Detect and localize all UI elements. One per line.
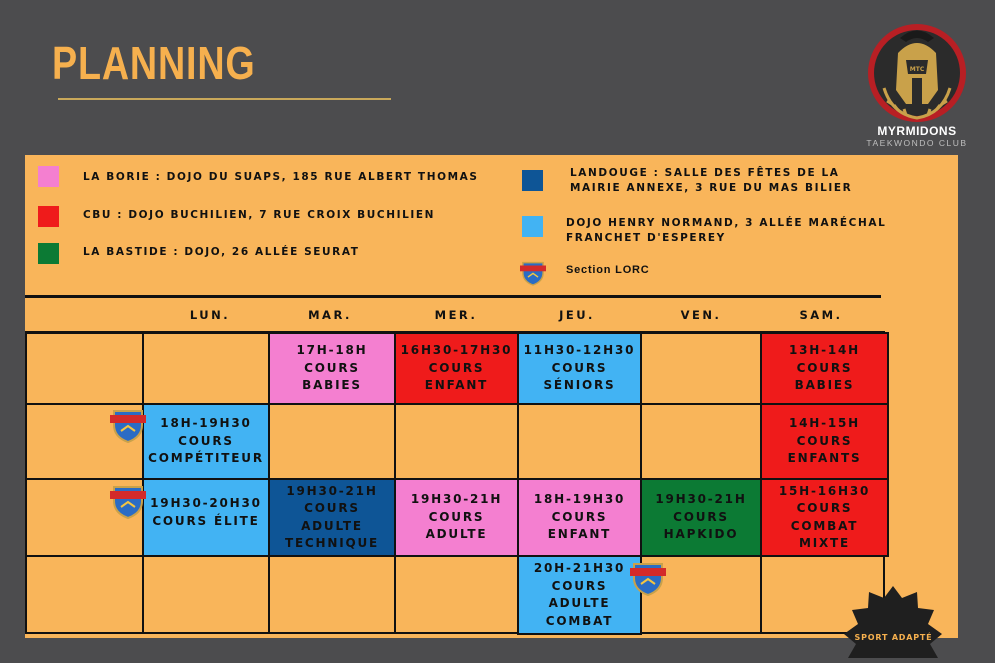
planning-panel <box>25 155 958 638</box>
legend-item-la-bastide <box>38 243 360 264</box>
class-label: 20H-21H30 COURS ADULTE COMBAT <box>533 561 626 628</box>
legend-swatch <box>38 206 59 227</box>
lorc-badge-icon <box>630 558 666 596</box>
grid-cell <box>640 403 762 480</box>
svg-text:MTC: MTC <box>909 66 925 73</box>
sport-adapte-badge-icon <box>838 582 948 663</box>
class-cell[interactable] <box>268 478 396 557</box>
class-cell[interactable] <box>517 332 642 405</box>
class-label: 19H30-21H COURS ADULTE <box>410 492 503 542</box>
sport-adapte-label: SPORT ADAPTÉ <box>854 633 933 642</box>
legend-text: LANDOUGE : SALLE DES FÊTES DE LA MAIRIE ANNEXE, 3 RUE DU MAS BILIER <box>570 167 853 194</box>
class-cell[interactable] <box>760 332 889 405</box>
legend-item-landouge <box>522 166 852 196</box>
legend-text: LA BORIE : DOJO DU SUAPS, 185 RUE ALBERT THOMAS <box>83 171 479 183</box>
table-top-rule <box>25 295 881 298</box>
class-cell[interactable] <box>517 478 642 557</box>
class-label: 14H-15H COURS ENFANTS <box>787 416 862 466</box>
grid-cell <box>640 332 762 405</box>
legend-text: LA BASTIDE : DOJO, 26 ALLÉE SEURAT <box>83 246 360 258</box>
class-cell[interactable] <box>640 478 762 557</box>
lorc-badge-icon <box>520 258 546 286</box>
legend-item-section-lorc <box>520 258 650 286</box>
class-label: 16H30-17H30 COURS ENFANT <box>400 343 513 393</box>
logo-subtitle: TAEKWONDO CLUB <box>866 138 968 148</box>
class-label: 15H-16H30 COURS COMBAT MIXTE <box>778 483 871 550</box>
legend-text: DOJO HENRY NORMAND, 3 ALLÉE MARÉCHAL FRANCHET D'ESPEREY <box>566 217 887 244</box>
legend-item-la-borie <box>38 166 479 187</box>
grid-cell <box>394 403 519 480</box>
class-cell[interactable] <box>394 332 519 405</box>
day-header-mar: MAR. <box>308 308 352 322</box>
legend-item-dojo-henry-normand <box>522 216 886 246</box>
grid-cell <box>394 555 519 634</box>
page-title: PLANNING <box>52 37 256 89</box>
class-label: 13H-14H COURS BABIES <box>788 343 861 393</box>
class-cell[interactable] <box>394 478 519 557</box>
day-header-ven: VEN. <box>680 308 722 322</box>
class-cell[interactable] <box>760 478 889 557</box>
grid-cell <box>268 403 396 480</box>
legend-swatch <box>522 216 543 237</box>
legend-swatch <box>522 170 543 191</box>
class-cell[interactable] <box>517 555 642 635</box>
legend-swatch <box>38 166 59 187</box>
day-header-mer: MER. <box>434 308 478 322</box>
class-label: 17H-18H COURS BABIES <box>296 343 368 393</box>
legend-text: CBU : DOJO BUCHILIEN, 7 RUE CROIX BUCHILIEN <box>83 209 436 221</box>
grid-cell <box>25 555 144 634</box>
legend-text: Section LORC <box>566 264 650 276</box>
class-label: 19H30-21H COURS HAPKIDO <box>655 492 747 542</box>
class-label: 11H30-12H30 COURS SÉNIORS <box>523 343 636 393</box>
legend-swatch <box>38 243 59 264</box>
grid-cell <box>517 403 642 480</box>
grid-cell <box>268 555 396 634</box>
class-label: 18H-19H30 COURS ENFANT <box>533 492 626 542</box>
day-header-lun: LUN. <box>189 308 231 322</box>
class-label: 19H30-21H COURS ADULTE TECHNIQUE <box>284 483 380 550</box>
title-underline <box>58 98 391 100</box>
logo-name: MYRMIDONS <box>877 124 957 138</box>
class-cell[interactable] <box>142 403 270 480</box>
class-cell[interactable] <box>142 478 270 557</box>
day-header-jeu: JEU. <box>559 308 595 322</box>
lorc-badge-icon <box>110 405 146 443</box>
grid-cell <box>25 332 144 405</box>
grid-cell <box>142 332 270 405</box>
class-cell[interactable] <box>268 332 396 405</box>
class-cell[interactable] <box>760 403 889 480</box>
grid-cell <box>142 555 270 634</box>
lorc-badge-icon <box>110 481 146 519</box>
legend-item-cbu <box>38 206 435 227</box>
class-label: 18H-19H30 COURS COMPÉTITEUR <box>148 416 264 466</box>
day-header-sam: SAM. <box>799 308 843 322</box>
class-label: 19H30-20H30 COURS ÉLITE <box>150 496 262 528</box>
